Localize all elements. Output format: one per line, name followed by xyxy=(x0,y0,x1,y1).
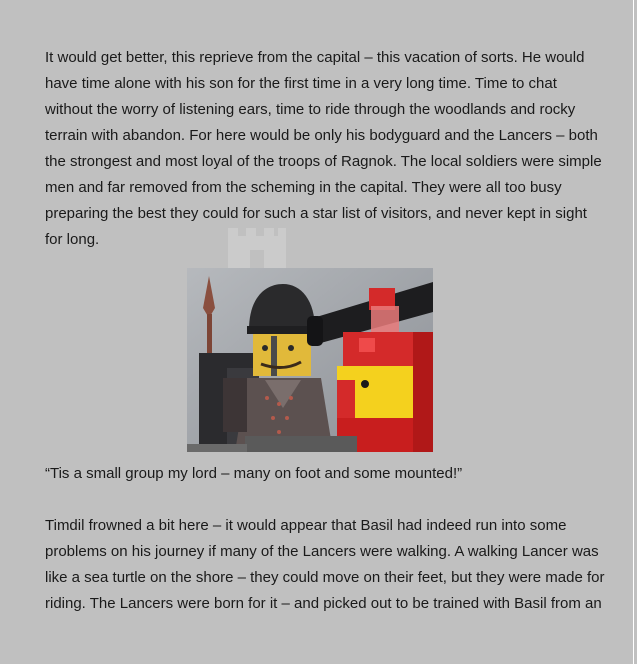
paragraph-1 xyxy=(45,45,605,253)
story-photo xyxy=(187,268,433,452)
paragraph-2 xyxy=(45,461,605,487)
paragraph-line: have time alone with his son for the first time in a very long time. Time to chat xyxy=(45,75,557,92)
paragraph-line: men and far removed from the scheming in the capital. They were all too busy xyxy=(45,179,562,196)
paragraph-line: riding. The Lancers were born for it – and picked out to be trained with Basil from an xyxy=(45,595,602,612)
paragraph-line: like a sea turtle on the shore – they could move on their feet, but they were made for xyxy=(45,569,605,586)
paragraph-line: problems on his journey if many of the Lancers were walking. A walking Lancer was xyxy=(45,543,599,560)
paragraph-line: “Tis a small group my lord – many on foot and some mounted!” xyxy=(45,465,463,482)
paragraph-line: for long. xyxy=(45,231,100,248)
paragraph-line: without the worry of listening ears, time to ride through the woodlands and rocky xyxy=(45,101,576,118)
watermark-castle-icon xyxy=(222,222,292,270)
lego-scene-illustration xyxy=(187,268,433,452)
paragraph-3 xyxy=(45,513,605,617)
paragraph-line: terrain with abandon. For here would be only his bodyguard and the Lancers – both xyxy=(45,127,598,144)
paragraph-line: the strongest and most loyal of the troops of Ragnok. The local soldiers were simple xyxy=(45,153,602,170)
paragraph-line: preparing the best they could for such a star list of visitors, and never kept in sight xyxy=(45,205,587,222)
paragraph-line: It would get better, this reprieve from the capital – this vacation of sorts. He would xyxy=(45,49,585,66)
paragraph-line: Timdil frowned a bit here – it would appear that Basil had indeed run into some xyxy=(45,517,567,534)
